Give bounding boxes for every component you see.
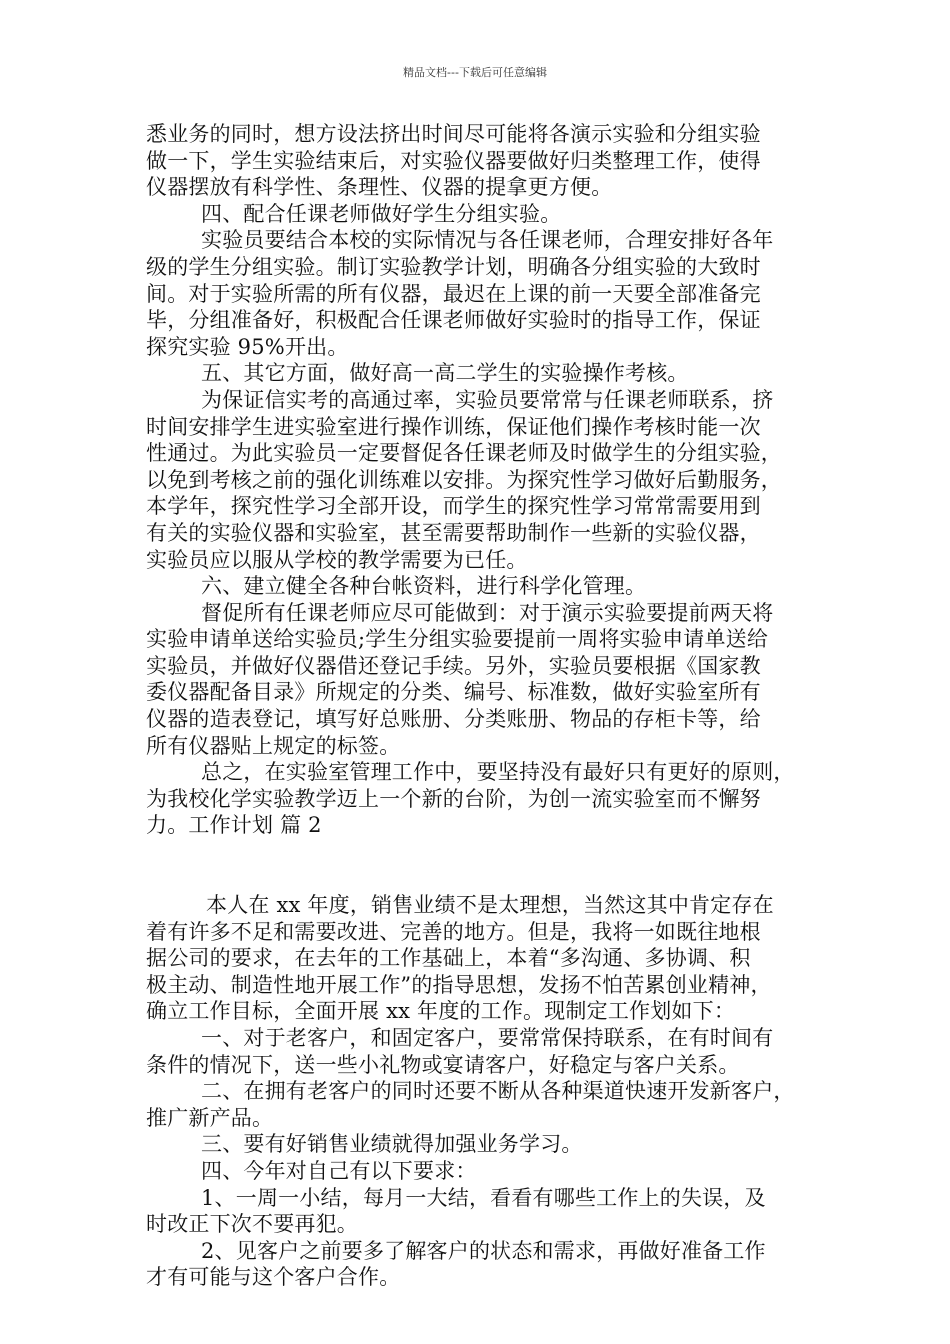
text-line: 做一下，学生实验结束后，对实验仪器要做好归类整理工作，使得 (146, 148, 761, 173)
text-line: 实验员应以服从学校的教学需要为已任。 (146, 547, 528, 572)
text-line: 实验员要结合本校的实际情况与各任课老师，合理安排好各年 (201, 228, 774, 253)
text-line: 据公司的要求，在去年的工作基础上，本着“多沟通、多协调、积 (146, 946, 751, 971)
text-line: 时改正下次不要再犯。 (146, 1212, 358, 1237)
text-line: 性通过。为此实验员一定要督促各任课老师及时做学生的分组实验， (146, 441, 782, 466)
text-line: 条件的情况下，送一些小礼物或宴请客户，好稳定与客户关系。 (146, 1052, 740, 1077)
text-line: 实验申请单送给实验员;学生分组实验要提前一周将实验申请单送给 (146, 627, 769, 652)
text-line: 推广新产品。 (146, 1105, 274, 1130)
text-line: 才有可能与这个客户合作。 (146, 1265, 401, 1290)
section-heading: 五、其它方面，做好高一高二学生的实验操作考核。 (201, 361, 689, 386)
text-line: 一、对于老客户，和固定客户，要常常保持联系，在有时间有 (201, 1026, 774, 1050)
text-line: 仪器的造表登记，填写好总账册、分类账册、物品的存柜卡等，给 (146, 707, 761, 732)
text-line: 1、一周一小结，每月一大结，看看有哪些工作上的失误，及 (201, 1185, 766, 1210)
text-line: 以免到考核之前的强化训练难以安排。为探究性学习做好后勤服务， (146, 467, 782, 492)
text-line: 实验员，并做好仪器借还登记手续。另外，实验员要根据《国家教 (146, 653, 761, 678)
section-spacer (146, 839, 811, 892)
text-line: 确立工作目标，全面开展 xx 年度的工作。现制定工作划如下： (146, 999, 736, 1024)
section-heading: 六、建立健全各种台帐资料，进行科学化管理。 (201, 574, 647, 599)
text-line: 着有许多不足和需要改进、完善的地方。但是，我将一如既往地根 (146, 919, 761, 944)
text-line: 四、今年对自己有以下要求： (201, 1158, 477, 1183)
text-line: 有关的实验仪器和实验室，甚至需要帮助制作一些新的实验仪器， (146, 520, 761, 545)
text-line: 总之，在实验室管理工作中，要坚持没有最好只有更好的原则， (201, 760, 795, 785)
text-line: 2、见客户之前要多了解客户的状态和需求，再做好准备工作 (201, 1238, 766, 1263)
text-line: 悉业务的同时，想方设法挤出时间尽可能将各演示实验和分组实验 (146, 122, 761, 146)
text-line: 二、在拥有老客户的同时还要不断从各种渠道快速开发新客户， (201, 1079, 795, 1104)
text-line: 仪器摆放有科学性、条理性、仪器的提拿更方便。 (146, 175, 613, 200)
text-line: 时间安排学生进实验室进行操作训练，保证他们操作考核时能一次 (146, 414, 761, 439)
text-line: 间。对于实验所需的所有仪器，最迟在上课的前一天要全部准备完 (146, 281, 761, 306)
section-heading: 四、配合任课老师做好学生分组实验。 (201, 201, 562, 226)
page-header-note: 精品文档---下载后可任意编辑 (403, 66, 547, 79)
text-line: 毕，分组准备好，积极配合任课老师做好实验时的指导工作，保证 (146, 308, 761, 333)
text-line: 本学年，探究性学习全部开设，而学生的探究性学习常常需要用到 (146, 494, 761, 519)
text-line: 三、要有好销售业绩就得加强业务学习。 (201, 1132, 583, 1157)
text-line: 极主动、制造性地开展工作”的指导思想，发扬不怕苦累创业精神， (146, 972, 772, 997)
text-line: 所有仪器贴上规定的标签。 (146, 733, 401, 758)
text-line: 力。工作计划 篇 2 (146, 813, 322, 838)
text-line: 为保证信实考的高通过率，实验员要常常与任课老师联系，挤 (201, 387, 774, 412)
text-line: 为我校化学实验教学迈上一个新的台阶，为创一流实验室而不懈努 (146, 786, 761, 811)
text-line: 级的学生分组实验。制订实验教学计划，明确各分组实验的大致时 (146, 254, 761, 279)
text-line: 探究实验 95%开出。 (146, 334, 349, 359)
text-line: 督促所有任课老师应尽可能做到：对于演示实验要提前两天将 (201, 600, 774, 625)
text-line: 委仪器配备目录》所规定的分类、编号、标准数，做好实验室所有 (146, 680, 761, 705)
document-body (146, 121, 811, 1291)
text-line: 本人在 xx 年度，销售业绩不是太理想，当然这其中肯定存在 (206, 893, 774, 918)
